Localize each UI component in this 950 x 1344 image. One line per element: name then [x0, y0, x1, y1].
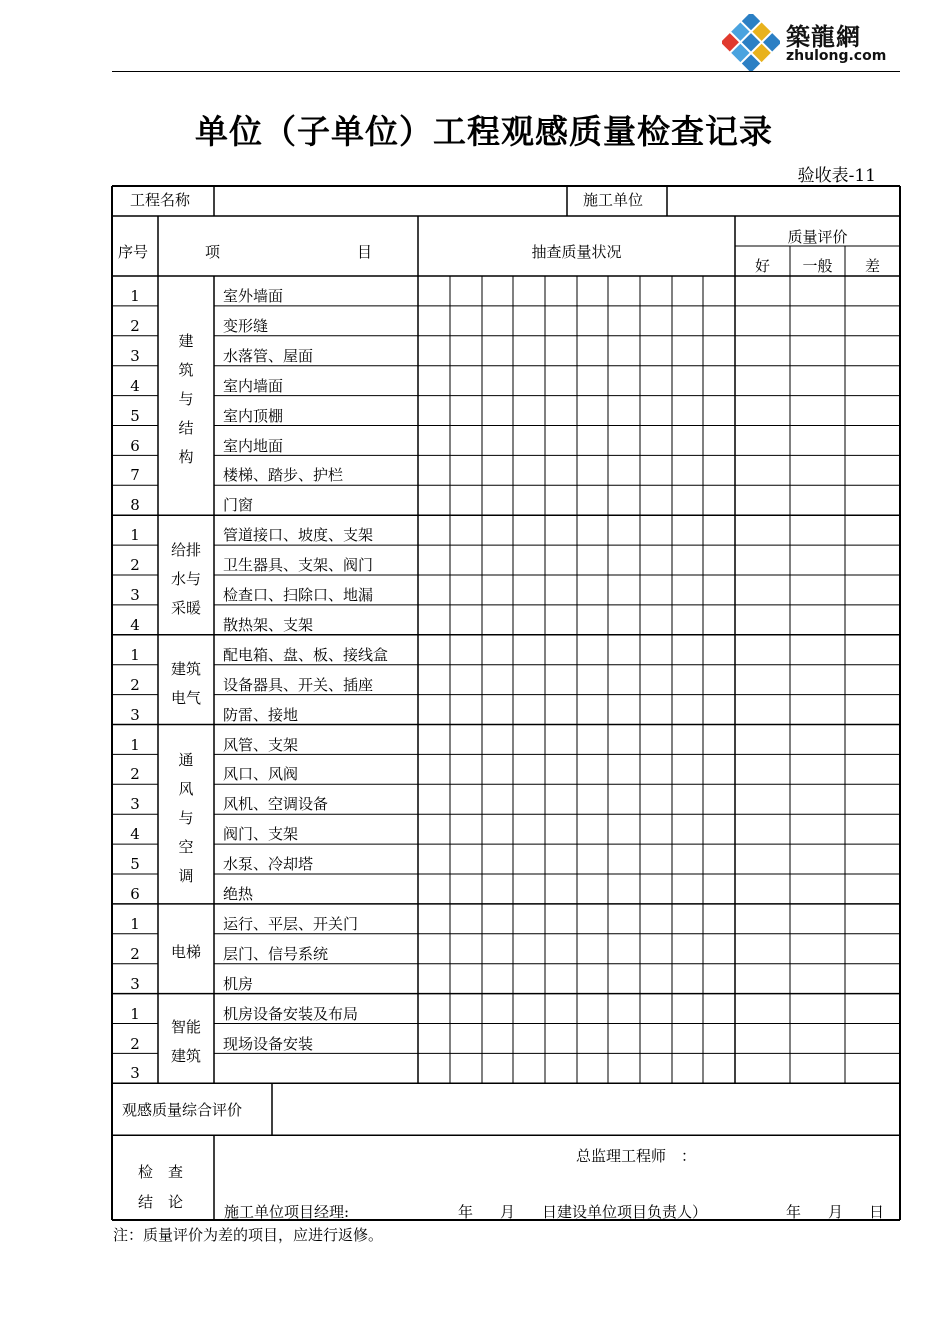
day-label-2: 日 — [869, 1203, 885, 1221]
row-number: 2 — [130, 1034, 140, 1053]
inspection-item: 卫生器具、支架、阀门 — [223, 556, 374, 575]
sampling-header: 抽查质量状况 — [531, 243, 622, 261]
row-number: 3 — [130, 1064, 140, 1083]
chief-supervisor-label: 总监理工程师 ： — [576, 1147, 697, 1166]
eval-good-header: 好 — [754, 257, 770, 275]
inspection-item: 配电箱、盘、板、接线盒 — [223, 645, 389, 664]
row-number: 1 — [130, 735, 140, 754]
year-label-2: 年 — [786, 1203, 802, 1221]
page-title: 单位（子单位）工程观感质量检查记录 — [195, 112, 773, 151]
row-number: 4 — [130, 825, 140, 844]
inspection-item: 室内地面 — [223, 436, 284, 455]
row-number: 2 — [130, 556, 140, 575]
inspection-item: 机房设备安装及布局 — [223, 1004, 359, 1023]
item-header-left: 项 — [205, 243, 221, 261]
row-number: 5 — [130, 855, 140, 874]
owner-representative-label: 日建设单位项目负责人） — [542, 1203, 708, 1221]
construction-unit-label: 施工单位 — [583, 191, 644, 209]
row-number: 2 — [130, 316, 140, 335]
inspection-item: 绝热 — [223, 885, 254, 903]
quality-eval-header: 质量评价 — [787, 228, 848, 246]
brand-name: 築龍網 — [786, 22, 861, 51]
group-name: 给排 水与 采暖 — [170, 540, 201, 617]
row-number: 1 — [130, 1004, 140, 1023]
project-name-label: 工程名称 — [130, 191, 191, 209]
row-number: 2 — [130, 765, 140, 784]
month-label-1: 月 — [500, 1203, 516, 1221]
inspection-item: 层门、信号系统 — [223, 944, 329, 963]
group-name: 建筑 电气 — [170, 659, 201, 707]
form-number: 验收表-11 — [797, 166, 876, 186]
inspection-item: 室内顶棚 — [223, 406, 284, 425]
inspection-item: 防雷、接地 — [223, 705, 299, 724]
row-number: 6 — [130, 436, 140, 455]
row-number: 5 — [130, 406, 140, 425]
inspection-item: 风口、风阀 — [223, 765, 299, 784]
inspection-item: 水落管、屋面 — [223, 346, 314, 365]
inspection-item: 变形缝 — [223, 316, 269, 335]
row-number: 3 — [130, 795, 140, 814]
overall-eval-label: 观感质量综合评价 — [122, 1101, 243, 1120]
inspection-item: 门窗 — [223, 496, 254, 515]
group-name: 智能 建筑 — [170, 1018, 201, 1066]
row-number: 1 — [130, 914, 140, 933]
row-number: 4 — [130, 615, 140, 634]
inspection-item: 运行、平层、开关门 — [223, 914, 359, 933]
inspection-item: 楼梯、踏步、护栏 — [223, 466, 344, 485]
seq-header: 序号 — [118, 243, 149, 261]
inspection-item: 机房 — [223, 974, 254, 993]
row-number: 8 — [130, 496, 140, 515]
inspection-item: 检查口、扫除口、地漏 — [223, 586, 374, 604]
row-number: 3 — [130, 346, 140, 365]
row-number: 2 — [130, 675, 140, 694]
inspection-item: 散热架、支架 — [223, 615, 314, 634]
eval-average-header: 一般 — [802, 257, 833, 275]
brand-site: zhulong.com — [786, 48, 887, 64]
row-number: 6 — [130, 885, 140, 903]
inspection-item: 现场设备安装 — [223, 1034, 314, 1053]
group-name: 建 筑 与 结 构 — [178, 332, 194, 467]
inspection-item: 管道接口、坡度、支架 — [223, 526, 374, 545]
row-number: 7 — [130, 466, 140, 485]
conclusion-label-1: 检 查 — [138, 1163, 184, 1182]
inspection-item: 风机、空调设备 — [223, 795, 329, 814]
item-header-right: 目 — [357, 243, 373, 261]
inspection-item: 阀门、支架 — [223, 825, 299, 844]
row-number: 3 — [130, 974, 140, 993]
row-number: 3 — [130, 586, 140, 604]
group-name: 通 风 与 空 调 — [178, 750, 194, 885]
construction-manager-label: 施工单位项目经理: — [224, 1203, 350, 1221]
year-label-1: 年 — [458, 1203, 474, 1221]
inspection-item: 室内墙面 — [223, 376, 284, 395]
footnote: 注：质量评价为差的项目，应进行返修。 — [113, 1226, 384, 1244]
row-number: 3 — [130, 705, 140, 724]
month-label-2: 月 — [828, 1203, 844, 1221]
row-number: 4 — [130, 376, 140, 395]
conclusion-label-2: 结 论 — [138, 1193, 184, 1212]
row-number: 1 — [130, 287, 140, 305]
inspection-item: 风管、支架 — [223, 735, 299, 754]
eval-poor-header: 差 — [864, 257, 880, 275]
group-name: 电梯 — [170, 943, 201, 962]
inspection-item: 水泵、冷却塔 — [223, 855, 314, 874]
inspection-item: 室外墙面 — [223, 287, 284, 305]
row-number: 1 — [130, 645, 140, 664]
row-number: 2 — [130, 944, 140, 963]
inspection-item: 设备器具、开关、插座 — [223, 675, 374, 694]
row-number: 1 — [130, 526, 140, 545]
